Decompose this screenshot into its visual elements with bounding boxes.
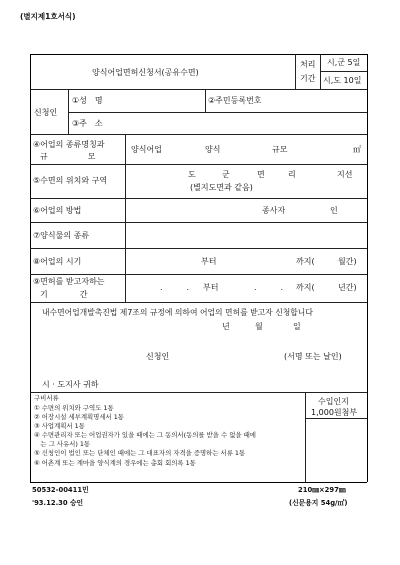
period-from-dots: . .: [160, 283, 190, 292]
method-workers-label: 종사자: [262, 206, 286, 215]
fishery-type-label-1: ④어업의 종류명칭과: [33, 140, 105, 149]
fishery-type-value-2: 양식: [205, 145, 221, 154]
attachment-item: ③ 사업계획서 1통: [34, 422, 85, 430]
season-from: 부터: [201, 257, 217, 266]
processing-period-label-1: 처리: [300, 60, 316, 69]
approval-date: '93.12.30 승인: [32, 499, 84, 507]
location-ri: 리: [288, 170, 296, 179]
fishery-type-label-2: 규 모: [40, 152, 96, 161]
method-workers-unit: 인: [330, 206, 338, 215]
species-label: ⑦양식물의 종류: [33, 231, 90, 240]
processing-period-label-2: 기간: [300, 74, 316, 83]
attachment-item: ⑤ 신청인이 법인 또는 단체인 때에는 그 대표자의 자격을 증명하는 서류 1통: [34, 449, 246, 457]
addressee: 시 · 도지사 귀하: [42, 380, 99, 389]
fishery-scale-label: 규모: [272, 145, 288, 154]
fishery-type-value: 양식어업: [131, 145, 162, 154]
date-month: 월: [255, 322, 263, 331]
name-label: ①성 명: [72, 96, 103, 105]
signer-sign: (서명 또는 날인): [284, 352, 342, 361]
signer-label: 신청인: [146, 352, 170, 361]
fee-label: 수입인지: [318, 397, 349, 406]
season-label: ⑧어업의 시기: [33, 257, 82, 266]
location-jiseon: 지선: [337, 170, 353, 179]
applicant-label: 신청인: [34, 108, 58, 117]
processing-period-city-do: 시,도 10일: [323, 76, 362, 85]
form-code: 50532-00411민: [32, 486, 89, 494]
method-label: ⑥어업의 방법: [33, 206, 82, 215]
date-year: 년: [222, 322, 230, 331]
season-to: 까지(: [296, 257, 315, 266]
period-from: 부터: [203, 283, 219, 292]
attachment-item: ⑥ 어촌계 또는 계마을 양식계의 경우에는 총회 회의록 1통: [34, 459, 196, 467]
form-number: (별지제1호서식): [20, 12, 76, 21]
address-label: ③주 소: [72, 119, 103, 128]
fee-amount: 1,000원첨부: [311, 408, 358, 417]
application-statement: 내수면어업개발촉진법 제7조의 규정에 의하여 어업의 면허를 받고자 신청합니다: [42, 308, 313, 317]
paper-type: (신문용지 54g/㎡): [289, 499, 348, 507]
location-note: (별지도면과 같음): [190, 183, 253, 192]
attachment-item: ① 수면의 위치와 구역도 1통: [34, 404, 114, 412]
period-to: 까지(: [296, 283, 315, 292]
form-title: 양식어업면허신청서(공유수면): [92, 68, 199, 77]
location-myeon: 면: [257, 170, 265, 179]
season-months: 월간): [338, 257, 357, 266]
period-label-2: 기 간: [40, 290, 88, 299]
date-day: 일: [293, 322, 301, 331]
period-years: 년간): [338, 283, 357, 292]
fishery-scale-unit: ㎡: [353, 145, 361, 154]
location-label: ⑤수면의 위치와 구역: [33, 176, 108, 185]
paper-size: 210㎜×297㎜: [298, 486, 346, 494]
period-to-dots: . .: [254, 283, 284, 292]
processing-period-city-gun: 시,군 5일: [327, 58, 361, 67]
rrn-label: ②주민등록번호: [208, 96, 262, 105]
location-gun: 군: [222, 170, 230, 179]
location-do: 도: [188, 170, 196, 179]
attachment-item: 는 그 사유서) 1통: [34, 440, 91, 448]
period-label-1: ⑨면허를 받고자하는: [33, 277, 105, 286]
attachments-title: 구비서류: [34, 394, 59, 402]
attachment-item: ④ 수면관리자 또는 어업권자가 있을 때에는 그 동의서(동의를 받을 수 없을 때에: [34, 431, 256, 439]
attachment-item: ② 어장시설 세부계획명세서 1통: [34, 413, 124, 421]
